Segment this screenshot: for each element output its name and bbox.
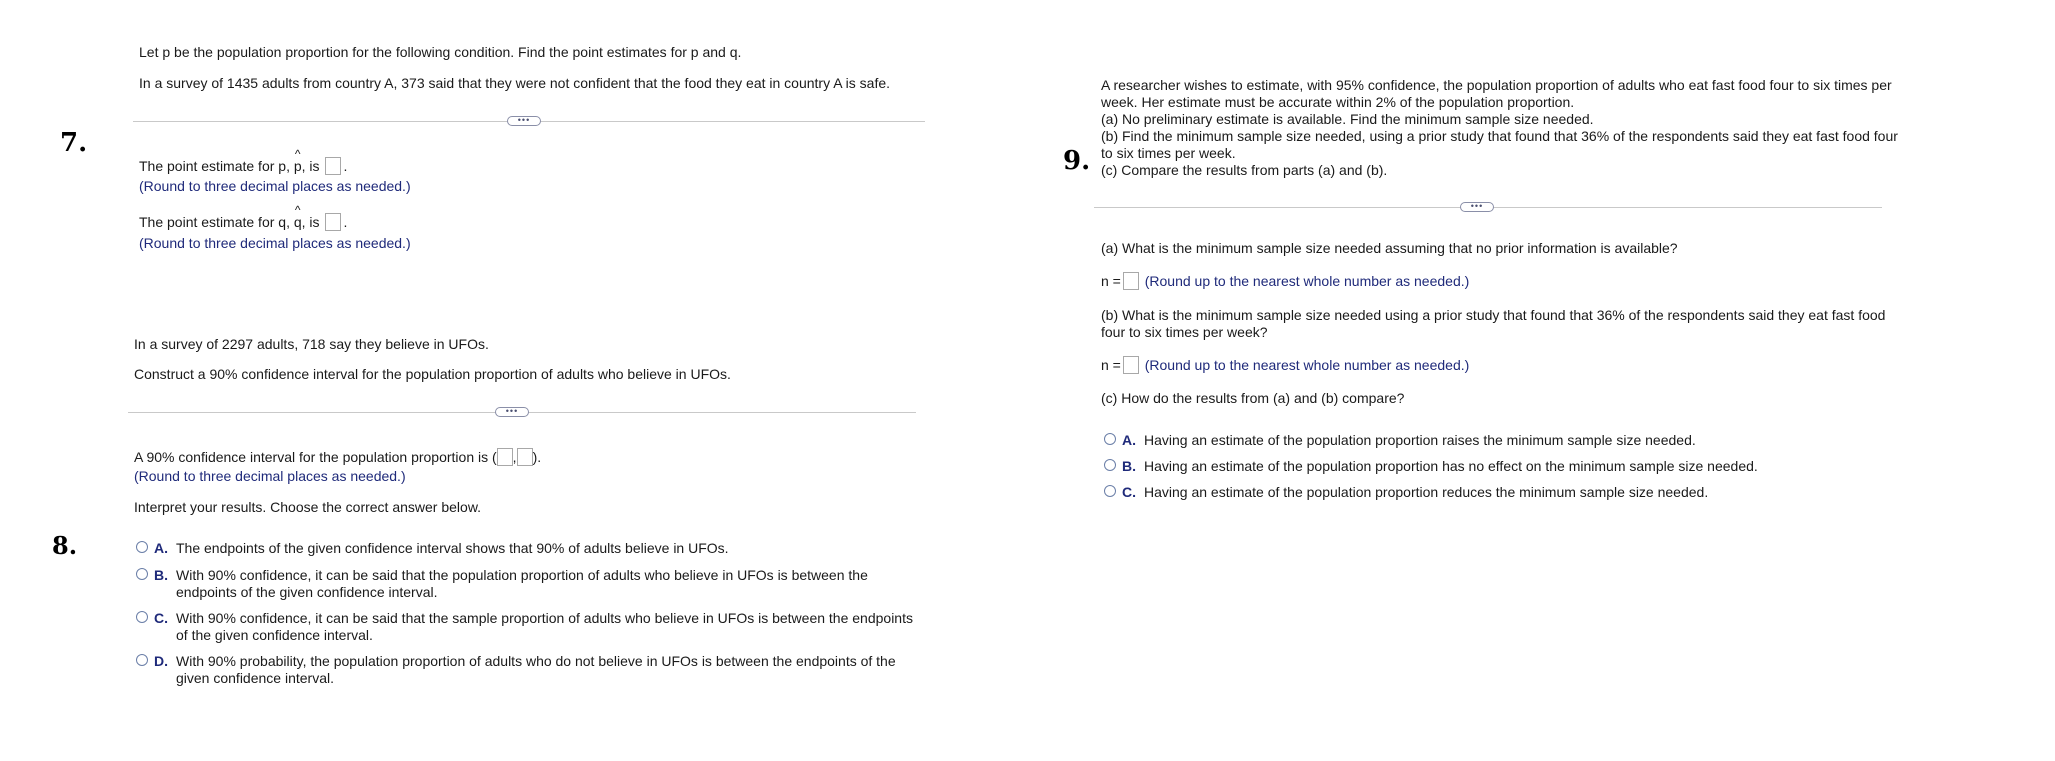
- q8-ci-suffix: ).: [532, 449, 542, 465]
- q8-option-a-text: The endpoints of the given confidence interval shows that 90% of adults believe in UFOs.: [176, 540, 729, 556]
- q9-intro-line-5: to six times per week.: [1101, 145, 1236, 161]
- q-hat-symbol: ^ q: [293, 203, 302, 230]
- q9-option-a[interactable]: [1104, 432, 1696, 449]
- q8-option-d-text-line1: With 90% probability, the population proportion of adults who do not believe in UFOs is between the endpoints of the: [176, 653, 896, 669]
- q9-part-b-n-input[interactable]: [1123, 356, 1139, 374]
- handwritten-marker-9: 9.: [1063, 146, 1091, 176]
- q9-intro: [1101, 77, 1898, 179]
- handwritten-marker-8: 8.: [52, 531, 78, 560]
- q9-part-a-hint: (Round up to the nearest whole number as needed.): [1144, 273, 1470, 289]
- q8-option-b[interactable]: [136, 567, 868, 601]
- q7-p-hint: (Round to three decimal places as needed.): [139, 178, 411, 194]
- p-hat-symbol: ^ p: [293, 147, 302, 174]
- q8-option-c[interactable]: [136, 610, 913, 644]
- q9-intro-line-4: (b) Find the minimum sample size needed, using a prior study that found that 36% of the respondents said they eat fast food four: [1101, 128, 1898, 144]
- q8-option-d-radio[interactable]: [136, 654, 148, 666]
- handwritten-marker-7: 7.: [60, 128, 88, 158]
- q9-option-c-text: Having an estimate of the population proportion reduces the minimum sample size needed.: [1144, 484, 1709, 500]
- q8-option-d[interactable]: [136, 653, 896, 687]
- q7-q-estimate-line: The point estimate for q, ^ q, is .: [139, 203, 348, 230]
- q8-ci-prefix: A 90% confidence interval for the population proportion is (: [134, 449, 497, 465]
- q8-option-b-text-line1: With 90% confidence, it can be said that the population proportion of adults who believe in UFOs is between the: [176, 567, 868, 583]
- q8-option-a[interactable]: [136, 540, 729, 557]
- q8-ci-line: A 90% confidence interval for the population proportion is ( , ).: [134, 449, 542, 465]
- q8-option-b-text-line2: endpoints of the given confidence interval.: [176, 584, 438, 600]
- q7-q-suffix: , is: [301, 214, 320, 230]
- q7-q-hint: (Round to three decimal places as needed.): [139, 235, 411, 251]
- q9-intro-line-6: (c) Compare the results from parts (a) and (b).: [1101, 162, 1388, 178]
- q9-option-b-radio[interactable]: [1104, 459, 1116, 471]
- q8-interpret-prompt: Interpret your results. Choose the correct answer below.: [134, 499, 482, 515]
- q9-expand-button[interactable]: •••: [1460, 202, 1494, 212]
- q8-context: In a survey of 2297 adults, 718 say they believe in UFOs.: [134, 336, 489, 352]
- q9-option-b[interactable]: [1104, 458, 1758, 475]
- q9-intro-line-1: A researcher wishes to estimate, with 95% confidence, the population proportion of adults who eat fast food four to six times per: [1101, 77, 1892, 93]
- q9-option-b-letter: B.: [1122, 458, 1136, 474]
- q9-part-b-question: [1101, 307, 1885, 341]
- q7-p-estimate-line: The point estimate for p, ^ p, is .: [139, 147, 348, 174]
- q8-prompt: Construct a 90% confidence interval for the population proportion of adults who believe in UFOs.: [134, 366, 731, 382]
- q8-option-d-letter: D.: [154, 653, 168, 669]
- q8-option-c-text-line2: of the given confidence interval.: [176, 627, 373, 643]
- q9-option-a-letter: A.: [1122, 432, 1136, 448]
- q8-option-c-radio[interactable]: [136, 611, 148, 623]
- q8-option-a-radio[interactable]: [136, 541, 148, 553]
- q9-intro-line-3: (a) No preliminary estimate is available. Find the minimum sample size needed.: [1101, 111, 1594, 127]
- q9-option-a-radio[interactable]: [1104, 433, 1116, 445]
- q9-option-b-text: Having an estimate of the population proportion has no effect on the minimum sample size needed.: [1144, 458, 1758, 474]
- q8-option-b-radio[interactable]: [136, 568, 148, 580]
- q8-option-c-text-line1: With 90% confidence, it can be said that the sample proportion of adults who believe in UFOs is between the endpoints: [176, 610, 913, 626]
- q8-option-a-letter: A.: [154, 540, 168, 556]
- p-hat-answer-input[interactable]: [325, 157, 341, 175]
- q9-part-b-hint: (Round up to the nearest whole number as needed.): [1144, 357, 1470, 373]
- q9-option-c-letter: C.: [1122, 484, 1136, 500]
- q8-expand-button[interactable]: •••: [495, 407, 529, 417]
- q9-option-a-text: Having an estimate of the population proportion raises the minimum sample size needed.: [1144, 432, 1696, 448]
- q7-p-suffix: , is: [301, 158, 320, 174]
- q9-part-a-n-input[interactable]: [1123, 272, 1139, 290]
- q9-part-c-question: (c) How do the results from (a) and (b) compare?: [1101, 390, 1405, 406]
- q7-p-prefix: The point estimate for p,: [139, 158, 294, 174]
- q7-context: In a survey of 1435 adults from country A, 373 said that they were not confident that the food they eat in country A is safe.: [139, 75, 891, 91]
- q8-option-b-letter: B.: [154, 567, 168, 583]
- q7-q-prefix: The point estimate for q,: [139, 214, 294, 230]
- q8-option-c-letter: C.: [154, 610, 168, 626]
- q9-part-a-answer-line: [1101, 272, 1469, 290]
- q8-hint: (Round to three decimal places as needed.): [134, 468, 406, 484]
- q9-intro-line-2: week. Her estimate must be accurate within 2% of the population proportion.: [1101, 94, 1575, 110]
- q7-prompt: Let p be the population proportion for the following condition. Find the point estimates for p and q.: [139, 44, 742, 60]
- q9-part-b-question-line2: four to six times per week?: [1101, 324, 1268, 340]
- q9-part-b-n-label: n =: [1101, 357, 1121, 373]
- q9-part-a-n-label: n =: [1101, 273, 1121, 289]
- q9-part-b-question-line1: (b) What is the minimum sample size needed using a prior study that found that 36% of the respondents said they eat fast food: [1101, 307, 1886, 323]
- q9-part-a-question: (a) What is the minimum sample size needed assuming that no prior information is available?: [1101, 240, 1678, 256]
- q9-option-c[interactable]: [1104, 484, 1708, 501]
- ci-lower-input[interactable]: [497, 448, 513, 466]
- q9-part-b-answer-line: [1101, 356, 1469, 374]
- q-hat-answer-input[interactable]: [325, 213, 341, 231]
- ci-upper-input[interactable]: [517, 448, 533, 466]
- q9-option-c-radio[interactable]: [1104, 485, 1116, 497]
- q8-option-d-text-line2: given confidence interval.: [176, 670, 334, 686]
- q7-expand-button[interactable]: •••: [507, 116, 541, 126]
